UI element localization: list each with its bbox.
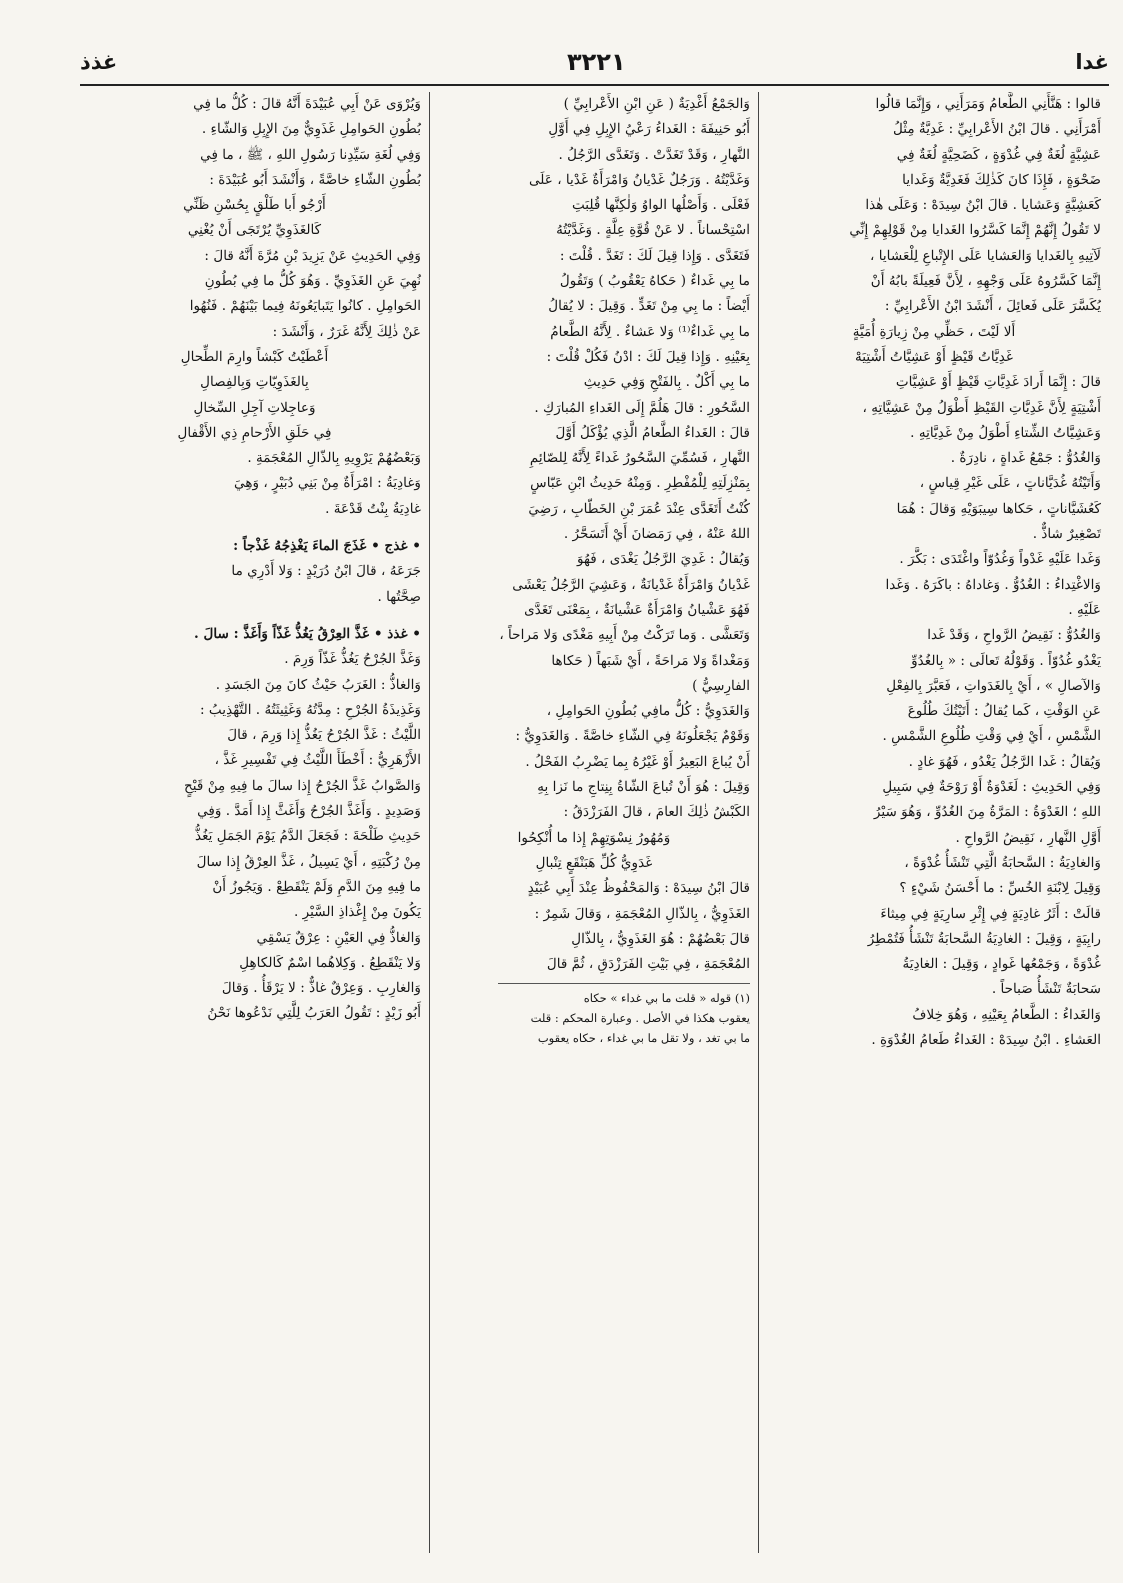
text-line: يَغْدُو غُدُوّاً . وَقَوْلُهُ تَعالَى : « بِالغُدُوِّ xyxy=(911,652,1101,669)
text-line: وَبَعْضُهُمْ يَرْوِيهِ بِالذّالِ المُعْجَمَةِ . xyxy=(247,450,421,467)
text-line: اسْتِحْساناً . لا عَنْ قُوَّةِ عِلَّةٍ . وَغَدَّيْتُهُ xyxy=(556,222,750,239)
text-line: مِنْ رُكْبَتِهِ ، أَيْ يَسِيلُ ، غَذَّ العِرْقُ إِذا سالَ xyxy=(196,853,421,870)
text-line: اللَّيْثُ : غَذَّ الجُرْحُ يَغُذُّ إِذا وَرِمَ ، قالَ xyxy=(227,727,421,744)
text-line: • غذذ • غَذَّ العِرْقُ يَغُذُّ غَذّاً وَأَغَذَّ : سالَ . xyxy=(193,625,421,642)
verse-line: فِي حَلَقِ الأَرْحامِ ذِي الأَقْفالِ xyxy=(177,424,332,441)
verse-line: غَدِيَّاتُ قَيْظٍ أَوْ عَشِيَّاتُ أَشْتِيَهْ xyxy=(854,348,1014,365)
text-line: وَفِي لُغَةِ سَيِّدِنا رَسُولِ اللهِ ، ﷺ ، ما فِي xyxy=(200,146,421,163)
page-number: ٣٢٢١ xyxy=(567,48,626,76)
text-line: وَغَذَّ الجُرْحُ يَغُذُّ غَذّاً وَرِمَ . xyxy=(284,651,421,668)
header-left-word: غذذ xyxy=(80,50,118,74)
header-right-word: غدا xyxy=(1075,50,1109,74)
text-line: بِعَيْنِهِ . وَإِذا قِيلَ لَكَ : ادْنُ فَكُلْ قُلْتَ : xyxy=(546,348,750,365)
text-line: فَعْلَى . وَأَصْلُها الواوُ وَلٰكِنَّها قُلِبَتِ xyxy=(571,197,750,214)
text-line: ما بِي غَداءٌ ( حَكاهُ يَعْقُوبُ ) وَتَقُولُ xyxy=(559,273,750,290)
text-line: كُنْتُ أَتَغَدَّى عِنْدَ عُمَرَ بْنِ الخَطّابِ ، رَضِيَ xyxy=(528,500,750,517)
footnote-line: ما بي تغد ، ولا تقل ما بي غداء ، حكاه يعقوب xyxy=(537,1031,750,1046)
text-line: غُدْوَةً ، وَجَمْعُها غَوادٍ ، وَقِيلَ : الغادِيَةُ xyxy=(902,956,1101,973)
text-line: وَالغارِبِ . وَعِرْقٌ غاذٌّ : لا يَرْقَأُ . وَقالَ xyxy=(221,980,421,997)
text-line: وَيُقالُ : غَدا الرَّجُلُ يَغْدُو ، فَهُوَ غادٍ . xyxy=(908,753,1101,770)
text-line: أَوَّلِ النَّهارِ ، نَقِيضُ الرَّواحِ . xyxy=(955,829,1101,846)
text-line: أَمْرَأَنِي . قالَ ابْنُ الأَعْرابِيِّ : غَدِيَّةٌ مِثْلُ xyxy=(892,121,1101,138)
text-line: وَالغَدَوِيُّ : كُلُّ مافِي بُطُونِ الحَوامِلِ ، xyxy=(546,703,750,720)
verse-line: وَمُهُورُ نِسْوَتِهِمْ إِذا ما أُنْكِحُوا xyxy=(517,829,671,846)
text-line: قالوا : هَنَّأَنِي الطَّعامُ وَمَرَأَنِي ، وَإِنَّمَا قالُوا xyxy=(875,96,1101,112)
text-line: حَدِيثِ طَلْحَةَ : فَجَعَلَ الدَّمُ يَوْمَ الجَمَلِ يَغُذُّ xyxy=(194,828,421,845)
text-line: قالَتْ : أَثَرُ غادِيَةٍ فِي إِثْرِ سارِيَةٍ فِي مِيثاءَ xyxy=(880,905,1101,922)
text-line: وَقِيلَ : هُوَ أَنْ تُباعَ الشّاةُ بِنِتاجِ ما نَزا بِهِ xyxy=(537,779,750,796)
text-line: عَلَيْهِ . xyxy=(1068,601,1101,618)
text-line: وَالغَداءُ : الطَّعامُ بِعَيْنِهِ ، وَهُوَ خِلافُ xyxy=(912,1006,1101,1023)
page-header xyxy=(80,40,1109,86)
text-columns xyxy=(80,92,1109,1553)
text-line: وَالجَمْعُ أَغْدِيَةٌ ( عَنِ ابْنِ الأَعْرابِيِّ ) xyxy=(563,96,750,112)
text-line: وَالغاذُّ فِي العَيْنِ : عِرْقٌ يَسْقِي xyxy=(256,929,421,946)
text-line: العَشاءِ . ابْنُ سِيدَهْ : الغَداءُ طَعامُ الغُدْوَةِ . xyxy=(871,1031,1101,1048)
text-line: وَالصَّوابُ غَذَّ الجُرْحُ إِذا سالَ ما فِيهِ مِنْ قَيْحٍ xyxy=(184,777,421,794)
text-line: ما فِيهِ مِنَ الدَّمِ وَلَمْ يَنْقَطِعْ . وَيَجُوزُ أَنْ xyxy=(212,878,421,895)
text-line: تَصْغِيرٌ شاذٌّ . xyxy=(1032,526,1101,543)
text-line: وَيُرْوَى عَنْ أَبِي عُبَيْدَةَ أَنَّهُ قالَ : كُلُّ ما فِي xyxy=(193,96,421,112)
text-line: لَآتِيهِ بِالغَدايا وَالعَشايا عَلَى الإِتْباعِ لِلْعَشايا ، xyxy=(870,247,1101,264)
text-line: عَنْ ذٰلِكَ لِأَنَّهُ غَرَرٌ ، وَأَنْشَدَ : xyxy=(272,323,421,340)
text-line: وَعَشِيَّاتُ الشِّتاءِ أَطْوَلُ مِنْ غَدِيَّاتِهِ . xyxy=(910,424,1101,441)
text-line: وَصَدِيدٍ . وَأَغَذَّ الجُرْحُ وَأَغَثَّ إِذا أَمَدَّ . وَفِي xyxy=(197,803,421,820)
verse-line: كَالغَذَوِيِّ يُرْتَجَى أَنْ يُغْنِي xyxy=(187,222,322,239)
footnote-line: (١) قوله « قلت ما بي غداء » حكاه xyxy=(583,991,750,1006)
verse-line: أَعْطَيْتُ كَبْشاً وارِمَ الطِّحالِ xyxy=(180,348,329,365)
text-line: وَالغُدُوُّ : نَقِيضُ الرَّواحِ ، وَقَدْ غَدا xyxy=(927,627,1101,644)
text-line: قالَ : إِنَّمَا أَرادَ غَدِيَّاتِ قَيْظٍ أَوْ عَشِيَّاتِ xyxy=(895,374,1101,391)
footnote-separator xyxy=(498,983,750,984)
text-line: قالَ ابْنُ سِيدَهْ : وَالمَحْفُوظُ عِنْدَ أَبِي عُبَيْدٍ xyxy=(527,880,750,897)
verse-line: وَعاجِلاتِ آجِلِ السِّخالِ xyxy=(193,399,316,416)
entry-gap xyxy=(88,522,421,534)
text-line: وَقِيلَ لِابْنَةِ الخُسِّ : ما أَحْسَنُ شَيْءٍ ؟ xyxy=(899,880,1101,897)
text-line: الشَّمْسِ ، أَيْ فِي وَقْتِ طُلُوعِ الشَّمْسِ . xyxy=(882,728,1101,745)
text-line: عَشِيَّةٍ لُغَةٌ فِي غُدْوَةٍ ، كَضَحِيَّةٍ لُغَةٌ فِي xyxy=(896,146,1101,163)
verse-line: بِالغَذَوِيّاتِ وَبِالفِصالِ xyxy=(200,374,309,391)
text-line: وَغادِيَةُ : امْرَأَةٌ مِنْ بَنِي دُبَيْرٍ ، وَهِيَ xyxy=(234,475,421,492)
text-line: نُهِيَ عَنِ الغَذَوِيِّ . وَهُوَ كُلُّ ما فِي بُطُونِ xyxy=(204,273,421,290)
text-line: أَبُو حَنِيفَةَ : الغَداءُ رَعْيُ الإِبِلِ فِي أَوَّلِ xyxy=(548,121,750,138)
text-line: وَالآصالِ » ، أَيْ بِالغَدَواتِ ، فَعَبَّرَ بِالفِعْلِ xyxy=(886,677,1101,694)
text-line: وَفِي الحَدِيثِ عَنْ يَزِيدَ بْنِ مُرَّةَ أَنَّهُ قالَ : xyxy=(204,247,421,264)
text-line: لا تَقُولُ إِنَّهُمْ إِنَّمَا كَسَّرُوا الغَدايا مِنْ قَوْلِهِمْ إِنِّي xyxy=(849,222,1101,239)
text-line: وَيُقالُ : غَدِيَ الرَّجُلُ يَغْدَى ، فَهُوَ xyxy=(576,551,750,568)
text-line: رابِيَةٍ ، وَقِيلَ : الغادِيَةُ السَّحابَةُ تَنْشَأُ فَتُمْطِرُ xyxy=(867,930,1101,947)
text-line: يَكُونَ مِنْ إِغْذاذِ السَّيْرِ . xyxy=(293,904,421,921)
text-line: السَّحُورِ : قالَ هَلُمَّ إِلَى الغَداءِ المُبارَكِ . xyxy=(534,399,750,416)
text-line: ما بِي أَكْلٌ . بِالفَتْحِ وَفِي حَدِيثِ xyxy=(583,374,750,391)
text-line: الكَبْشُ ذٰلِكَ العامَ ، قالَ الفَرَزْدَقُ : xyxy=(563,804,750,821)
text-line: صِحَّتُها . xyxy=(377,588,421,605)
text-line: الحَوامِلِ . كانُوا يَتَبايَعُونَهُ فِيما بَيْنَهُمْ . فَنُهُوا xyxy=(189,298,421,315)
text-line: اللهُ عَنْهُ ، فِي رَمَضانَ أَيْ أَتَسَحَّرُ . xyxy=(563,526,750,543)
text-line: وَالغُدُوُّ : جَمْعُ غَداةٍ ، نادِرَةٌ . xyxy=(950,450,1101,467)
text-line: وَالغادِيَةُ : السَّحابَةُ الَّتِي تَنْشَأُ غُدْوَةً ، xyxy=(904,854,1101,871)
text-line: وَلا يَنْقَطِعُ . وَكِلاهُما اسْمٌ كَالكاهِلِ xyxy=(239,954,421,971)
text-line: وَالاغْتِداءُ : الغُدُوُّ . وَغاداهُ : باكَرَهُ . وَغَدا xyxy=(885,576,1101,593)
text-line: أَبُو زَيْدٍ : تَقُولُ العَرَبُ لِلَّتِي نَدْعُوها نَحْنُ xyxy=(207,1005,421,1022)
entry-gap xyxy=(88,610,421,622)
text-line: الغَذَوِيُّ ، بِالذّالِ المُعْجَمَةِ ، وَقالَ شَمِرٌ : xyxy=(534,905,750,922)
text-line: إِنَّمَا كَسَّرُوهُ عَلَى وَجْهِهِ ، لِأَنَّ فَعِيلَةً بابُهُ أَنْ xyxy=(870,273,1101,290)
text-line: المُعْجَمَةِ ، فِي بَيْتِ الفَرَزْدَقِ ، ثُمَّ قالَ xyxy=(546,956,750,973)
verse-line: أَرْجُو أَبا طَلْقٍ بِحُسْنِ ظَنِّي xyxy=(183,197,326,214)
text-line: يُكَسَّرَ عَلَى فَعائِلَ ، أَنْشَدَ ابْنُ الأَعْرابِيِّ : xyxy=(884,298,1101,315)
text-line: الأَزْهَرِيُّ : أَخْطَأَ اللَّيْثُ فِي تَفْسِيرِ غَذَّ ، xyxy=(214,752,421,769)
footnote-line: يعقوب هكذا في الأصل . وعبارة المحكم : قلت xyxy=(530,1011,750,1026)
text-line: كَعُشَيَّاناتٍ ، حَكاها سِيبَوَيْهِ وَقالَ : هُمَا xyxy=(896,500,1101,517)
text-line: غادِيَةُ بِنْتُ قَدْعَةَ . xyxy=(325,500,421,517)
text-line: • غذج • غَذَجَ الماءَ يَغْذِجُهُ غَذْجاً : xyxy=(233,538,421,555)
verse-line: أَلا لَيْتَ ، حَظِّي مِنْ زِيارَةِ أُمَيَّةٍ xyxy=(852,323,1016,340)
text-line: كَعَشِيَّةٍ وَعَشايا . قالَ ابْنُ سِيدَهْ : وَعَلَى هٰذا xyxy=(865,197,1101,214)
text-line: وَغَذِيذَةُ الجُرْحِ : مِدَّتُهُ وَغَثِيثَتُهُ . التَّهْذِيبُ : xyxy=(200,701,421,718)
text-line: الفارِسِيُّ ) xyxy=(692,677,750,694)
text-line: النَّهارِ ، وَقَدْ تَغَدَّتْ . وَتَغَدَّى الرَّجُلُ . xyxy=(558,146,750,163)
text-line: وَغَدا عَلَيْهِ غَدْواً وَغُدُوّاً واغْتَدَى : بَكَّرَ . xyxy=(899,551,1101,568)
text-line: وَغَدَّيْتُهُ . وَرَجُلٌ غَدْيانُ وَامْرَأَةٌ غَدْيا ، عَلَى xyxy=(528,171,750,188)
text-line: اللهِ ؛ الغَدْوَةُ : المَرَّةُ مِنَ الغُدُوِّ ، وَهُوَ سَيْرُ xyxy=(873,804,1101,821)
text-line: بِمَنْزِلَتِهِ لِلْمُفْطِرِ . وَمِنْهُ حَدِيثُ ابْنِ عَبّاسٍ xyxy=(530,475,750,492)
text-line: وَمَغْداةً وَلا مَراحَةً ، أَيْ شَبَهاً ( حَكاها xyxy=(551,652,750,669)
text-line: النَّهارِ ، فَسُمِّيَ السَّحُورُ غَداءً لِأَنَّهُ لِلصّائِمِ xyxy=(529,450,750,467)
text-line: وَتَعَشَّى . وَما تَرَكْتُ مِنْ أَبِيهِ مَغْدًى وَلا مَراحاً ، xyxy=(499,627,750,644)
text-line: وَأَتَيْتُهُ غُدَيَّاناتٍ ، عَلَى غَيْرِ قِياسٍ ، xyxy=(919,475,1101,492)
text-line: سَحابَةٌ تَنْشَأُ صَباحاً . xyxy=(991,981,1101,998)
text-line: بُطُونِ الشّاءِ خاصَّةً ، وَأَنْشَدَ أَبُو عُبَيْدَةَ : xyxy=(209,171,421,188)
text-line: أَيْضاً : ما بِي مِنْ تَغَدٍّ . وَقِيلَ : لا يُقالُ xyxy=(548,298,750,315)
text-line: غَدْيانُ وَامْرَأَةٌ غَدْيانَةٌ ، وَعَشِيَ الرَّجُلُ يَعْشَى xyxy=(512,576,750,593)
verse-line: غَدَوِيُّ كُلِّ هَبَنْقَعٍ تِنْبالِ xyxy=(535,854,653,871)
text-line: بُطُونِ الحَوامِلِ غَذَوِيٌّ مِنَ الإِبِلِ وَالشّاءِ . xyxy=(201,121,421,138)
column-middle xyxy=(430,92,759,1553)
text-line: ما بِي غَداءٌ⁽¹⁾ وَلا عَشاءٌ . لِأَنَّهُ الطَّعامُ xyxy=(550,323,750,340)
text-line: أَنْ يُباعَ البَعِيرُ أَوْ غَيْرُهُ بِما يَضْرِبُ الفَحْلُ . xyxy=(525,753,750,770)
text-line: وَالغاذُّ : الغَرَبُ حَيْثُ كانَ مِنَ الجَسَدِ . xyxy=(215,676,421,693)
text-line: ضَحْوَةٍ ، فَإِذَا كانَ كَذٰلِكَ فَغَدِيَّةٌ وَغَدايا xyxy=(902,171,1101,188)
text-line: فَتَغَدَّى . وَإِذا قِيلَ لَكَ : تَغَدَّ . قُلْتَ : xyxy=(559,247,750,264)
text-line: قالَ : الغَداءُ الطَّعامُ الَّذِي يُؤْكَلُ أَوَّلَ xyxy=(555,424,750,441)
column-left xyxy=(80,92,430,1553)
text-line: عَنِ الوَقْتِ ، كَما يُقالُ : أَتَيْتُكَ طُلُوعَ xyxy=(907,703,1101,720)
text-line: وَفِي الحَدِيثِ : لَغَدْوَةٌ أَوْ رَوْحَةٌ فِي سَبِيلِ xyxy=(882,779,1101,796)
text-line: قالَ بَعْضُهُمْ : هُوَ الغَذَوِيُّ ، بِالذّالِ xyxy=(571,930,750,947)
text-line: جَرَعَهُ ، قالَ ابْنُ دُرَيْدٍ : وَلا أَدْرِي ما xyxy=(231,563,421,580)
text-line: وَقَوْمٌ يَجْعَلُونَهُ فِي الشّاءِ خاصَّةً . وَالغَدَوِيُّ : xyxy=(515,728,750,745)
text-line: فَهُوَ عَشْيانُ وَامْرَأَةٌ عَشْيانَةٌ ، بِمَعْنَى تَغَدَّى xyxy=(524,601,750,618)
text-line: أَشْتِيَةٍ لِأَنَّ غَدِيَّاتِ القَيْظِ أَطْوَلُ مِنْ عَشِيَّاتِهِ ، xyxy=(862,399,1101,416)
column-right xyxy=(759,92,1109,1553)
